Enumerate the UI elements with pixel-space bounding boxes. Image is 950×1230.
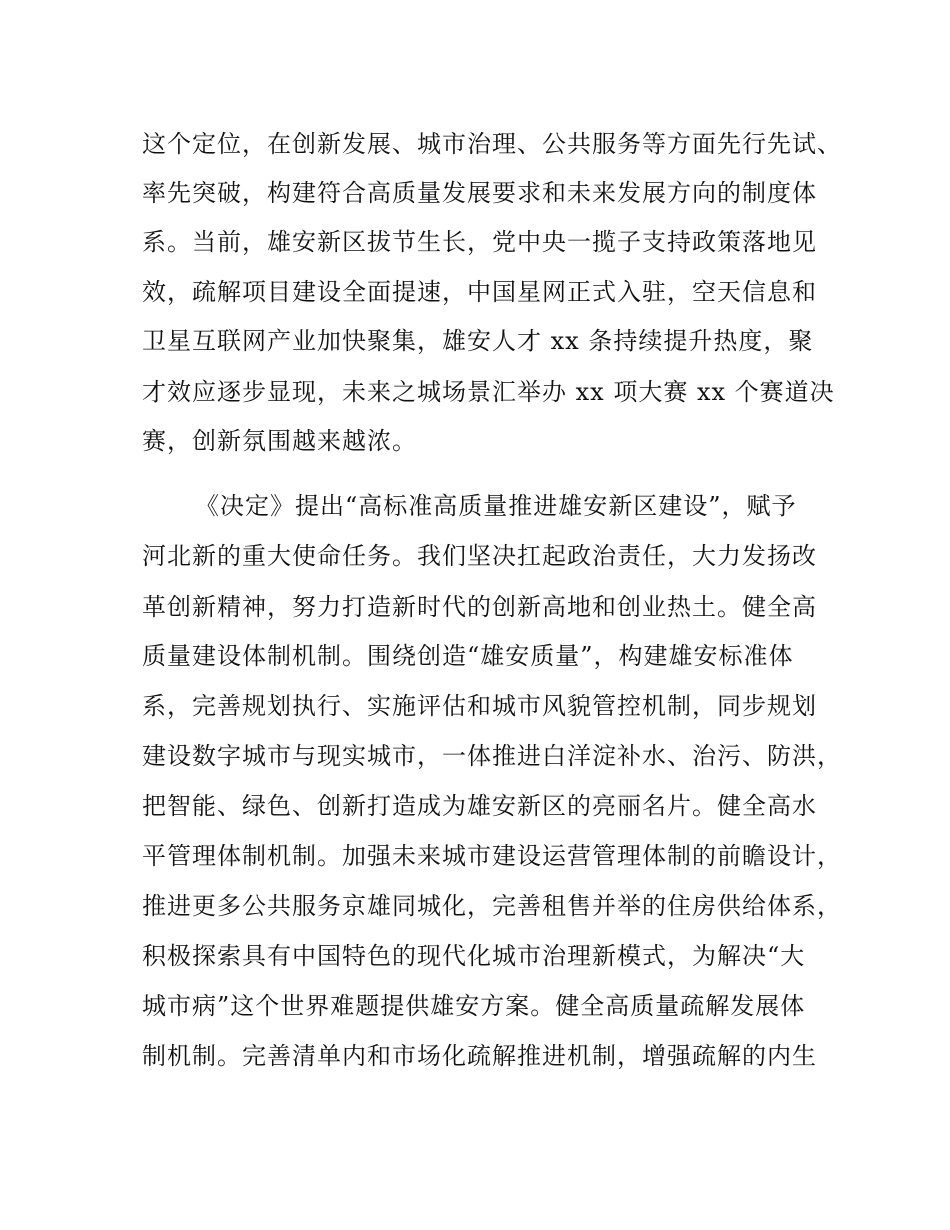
text-line: 《决定》提出“高标准高质量推进雄安新区建设”，赋予 [195,492,797,520]
text-line: 把智能、绿色、创新打造成为雄安新区的亮丽名片。健全高水 [142,792,817,820]
text-line: 城市病”这个世界难题提供雄安方案。健全高质量疏解发展体 [142,992,806,1020]
text-line: 平管理体制机制。加强未来城市建设运营管理体制的前瞻设计， [142,842,842,870]
text-line: 推进更多公共服务京雄同城化，完善租售并举的住房供给体系， [142,892,842,920]
text-line: 积极探索具有中国特色的现代化城市治理新模式，为解决“大 [142,942,806,970]
text-line: 革创新精神，努力打造新时代的创新高地和创业热土。健全高 [142,593,817,621]
text-line: 效，疏解项目建设全面提速，中国星网正式入驻，空天信息和 [142,278,817,306]
text-line: 这个定位，在创新发展、城市治理、公共服务等方面先行先试、 [142,130,842,158]
text-line: 才效应逐步显现，未来之城场景汇举办 xx 项大赛 xx 个赛道决 [142,378,835,406]
text-line: 建设数字城市与现实城市，一体推进白洋淀补水、治污、防洪， [142,742,842,770]
text-line: 系，完善规划执行、实施评估和城市风貌管控机制，同步规划 [142,692,817,720]
text-line: 系。当前，雄安新区拔节生长，党中央一揽子支持政策落地见 [142,228,817,256]
text-line: 卫星互联网产业加快聚集，雄安人才 xx 条持续提升热度，聚 [142,327,814,355]
text-line: 质量建设体制机制。围绕创造“雄安质量”，构建雄安标准体 [142,642,794,670]
text-line: 河北新的重大使命任务。我们坚决扛起政治责任，大力发扬改 [142,542,817,570]
text-line: 制机制。完善清单内和市场化疏解推进机制，增强疏解的内生 [142,1042,817,1070]
text-line: 赛，创新氛围越来越浓。 [142,427,417,455]
text-line: 率先突破，构建符合高质量发展要求和未来发展方向的制度体 [142,179,817,207]
